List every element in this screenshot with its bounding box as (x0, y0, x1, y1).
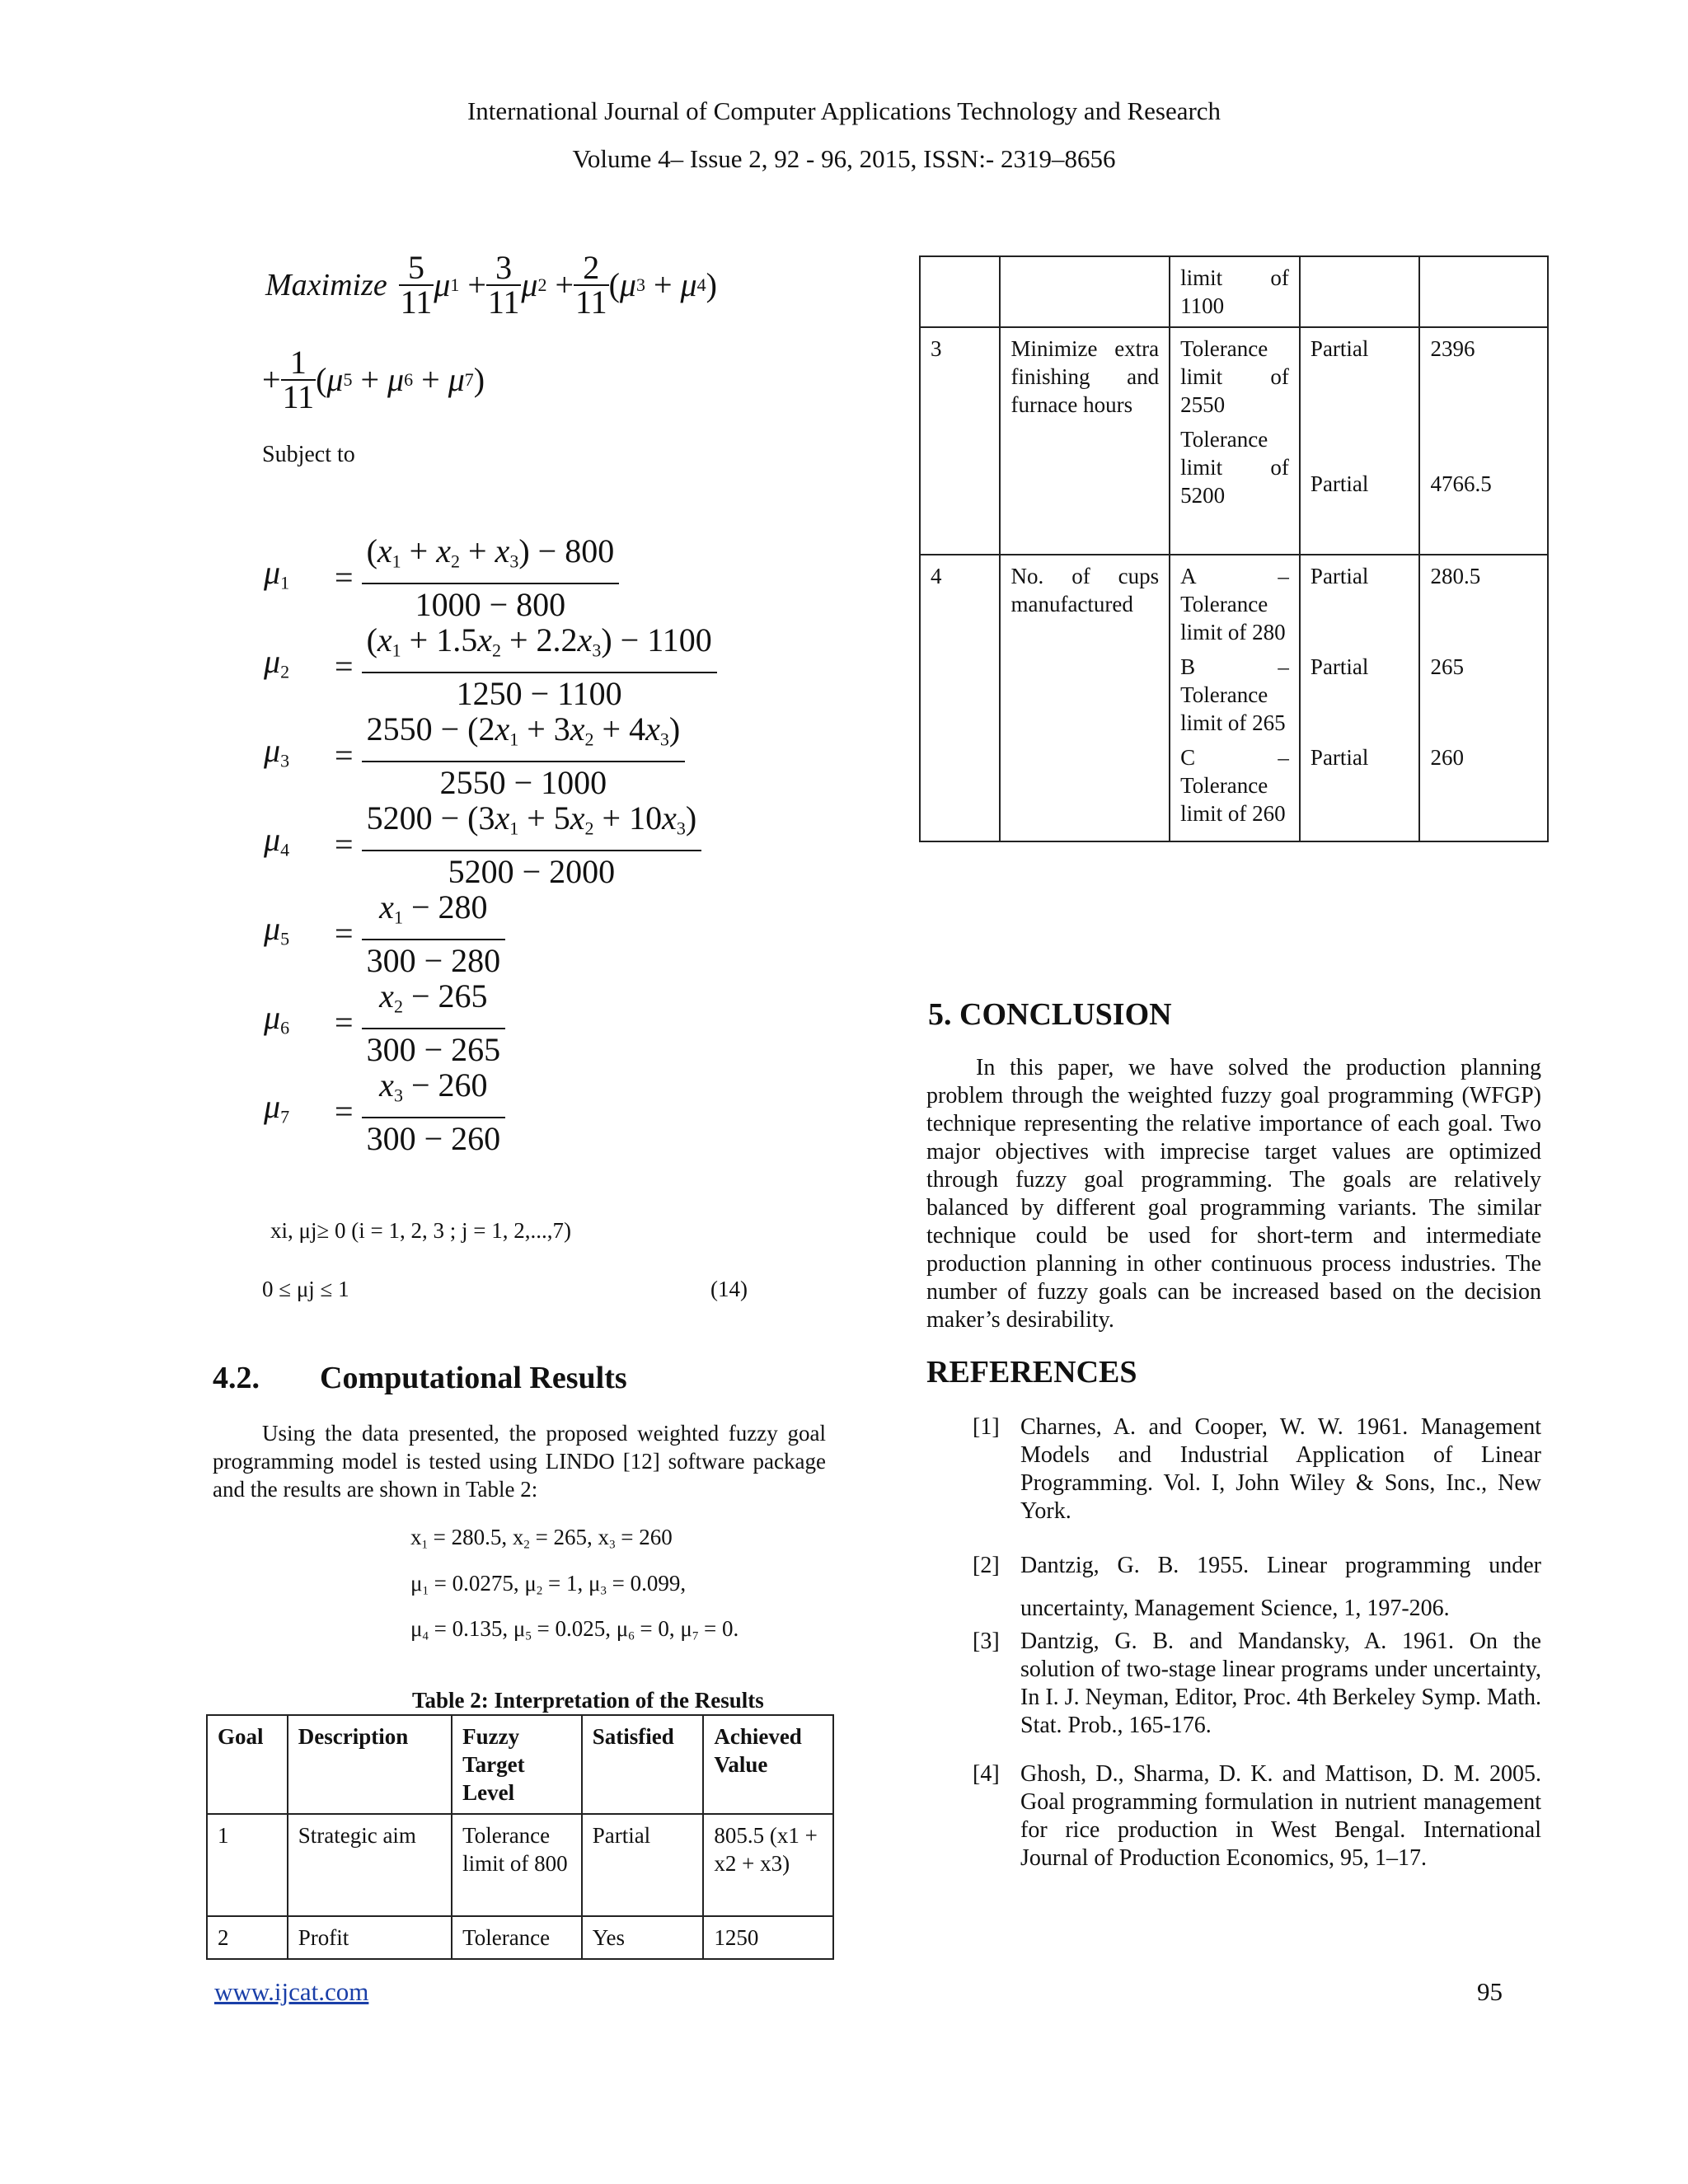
table-row (207, 1814, 833, 1916)
cell-satisfied: Partial (582, 1814, 704, 1916)
conclusion-heading: 5. CONCLUSION (928, 997, 1172, 1032)
reference-item: [4] Ghosh, D., Sharma, D. K. and Mattison, D. M. 2005. Goal programming formulation in nutrient management for rice production in West Bengal. International Journal of Production Economics, 95, 1–17. (973, 1761, 1541, 1871)
cell-satisfied: Partial Partial (1300, 327, 1420, 555)
result-line-1: $x_1 = 280.5$, $x_2 = 265$, $x_3 = 260$ (410, 1525, 673, 1552)
equation-mu7: $\mu_7$ = $\frac{x_3 - 260}{300 - 260}$ (264, 1066, 505, 1158)
cell-target: A – Tolerance limit of 280 B – Tolerance limit of 265 C – Tolerance limit of 260 (1170, 555, 1300, 841)
equation-mu5: $\mu_5$ = $\frac{x_1 - 280}{300 - 280}$ (264, 888, 505, 980)
conclusion-paragraph: In this paper, we have solved the production planning problem through the weighted fuzzy goal programming (WFGP) technique representing the relative importance of each goal. Two major objectives with imprecise target values are optimized through fuzzy goal programming. The goals are relatively balanced by different goal programming variants. The similar technique could be used for short-term and intermediate production planning in other continuous process industries. The number of fuzzy goals can be increased based on the decision maker’s desirability. (926, 1055, 1541, 1333)
journal-title: International Journal of Computer Applications Technology and Research (467, 96, 1221, 125)
section-title: Computational Results (320, 1361, 627, 1395)
result-line-2: $\mu_1 = 0.0275$, $\mu_2 = 1$, $\mu_3 = 0.099$, (410, 1571, 687, 1598)
cell-target: Tolerance limit of 2550 Tolerance limit of 5200 (1170, 327, 1300, 555)
cell-target: Tolerance (452, 1916, 582, 1959)
equation-mu4: $\mu_4$ = $\frac{5200 - (3x_1 + 5x_2 + 10x_3)}{5200 - 2000}$ (264, 799, 701, 891)
equation-mu2: $\mu_2$ = $\frac{(x_1 + 1.5x_2 + 2.2x_3) - 1100}{1250 - 1100}$ (264, 621, 717, 713)
nonnegativity-constraint: xi, μj≥ 0 (i = 1, 2, 3 ; j = 1, 2,...,7) (270, 1218, 571, 1243)
table-row (920, 555, 1548, 841)
header-achieved: Achieved Value (703, 1715, 833, 1814)
cell-goal: 4 (920, 555, 1000, 841)
references-heading: REFERENCES (926, 1355, 1137, 1390)
table-row (920, 256, 1548, 327)
section-4-2-heading (213, 1361, 627, 1395)
reference-item: [3] Dantzig, G. B. and Mandansky, A. 1961. On the solution of two-stage linear programs under uncertainty, In I. J. Neyman, Editor, Proc. 4th Berkeley Symp. Math. Stat. Prob., 165-176. (973, 1629, 1541, 1738)
equation-mu1: $\mu_1$ = $\frac{(x_1 + x_2 + x_3) - 800}{1000 - 800}$ (264, 532, 619, 624)
results-paragraph: Using the data presented, the proposed weighted fuzzy goal programming model is tested using LINDO [12] software package and the results are shown in Table 2: (213, 1421, 826, 1502)
header-satisfied: Satisfied (582, 1715, 704, 1814)
objective-line-2: + $\frac{1}{11}$ ( μ 5 + μ 6 + μ 7 ) (262, 344, 485, 415)
journal-link[interactable]: www.ijcat.com (214, 1977, 369, 2006)
header-fuzzy-target: Fuzzy Target Level (452, 1715, 582, 1814)
cell-description: Strategic aim (288, 1814, 452, 1916)
equation-mu6: $\mu_6$ = $\frac{x_2 - 265}{300 - 265}$ (264, 977, 505, 1069)
bound-constraint: 0 ≤ μj ≤ 1 (262, 1277, 349, 1301)
table-header-row (207, 1715, 833, 1814)
table-row (920, 327, 1548, 555)
reference-item: [2] Dantzig, G. B. 1955. Linear programming under uncertainty, Management Science, 1, 197-206. (973, 1553, 1541, 1621)
equation-number: (14) (710, 1277, 748, 1301)
result-line-3: $\mu_4 = 0.135$, $\mu_5 = 0.025$, $\mu_6 = 0$, $\mu_7 = 0$. (410, 1616, 739, 1643)
page-number: 95 (1477, 1977, 1503, 2006)
cell-description: Minimize extra finishing and furnace hours (1000, 327, 1170, 555)
cell-description: Profit (288, 1916, 452, 1959)
section-number: 4.2. (213, 1361, 260, 1395)
cell-achieved: 280.5 265 260 (1419, 555, 1548, 841)
cell-satisfied: Yes (582, 1916, 704, 1959)
cell-achieved: 1250 (703, 1916, 833, 1959)
subject-to-label: Subject to (262, 442, 355, 467)
header-description: Description (288, 1715, 452, 1814)
cell-target: Tolerance limit of 800 (452, 1814, 582, 1916)
table-row (207, 1916, 833, 1959)
cell-achieved: 2396 4766.5 (1419, 327, 1548, 555)
equation-mu3: $\mu_3$ = $\frac{2550 - (2x_1 + 3x_2 + 4x_3)}{2550 - 1000}$ (264, 710, 685, 802)
results-table (206, 1714, 834, 1960)
table-caption: Table 2: Interpretation of the Results (412, 1688, 764, 1713)
cell-goal: 3 (920, 327, 1000, 555)
cell-satisfied: Partial Partial Partial (1300, 555, 1420, 841)
objective-line-1: Maximize $\frac{5}{11}$ μ 1 + $\frac{3}{11}$ μ 2 + $\frac{2}{11}$ ( μ 3 + μ 4 ) (265, 249, 717, 321)
results-table-continued (919, 255, 1549, 842)
cell-achieved: 805.5 (x1 + x2 + x3) (703, 1814, 833, 1916)
header-goal: Goal (207, 1715, 288, 1814)
cell-target: limit of 1100 (1170, 256, 1300, 327)
cell-description: No. of cups manufactured (1000, 555, 1170, 841)
maximize-label: Maximize (265, 268, 387, 302)
cell-goal: 1 (207, 1814, 288, 1916)
volume-info: Volume 4– Issue 2, 92 - 96, 2015, ISSN:- 2319–8656 (572, 144, 1116, 173)
cell-goal: 2 (207, 1916, 288, 1959)
reference-item: [1] Charnes, A. and Cooper, W. W. 1961. Management Models and Industrial Application of Linear Programming. Vol. I, John Wiley & Sons, Inc., New York. (973, 1414, 1541, 1524)
